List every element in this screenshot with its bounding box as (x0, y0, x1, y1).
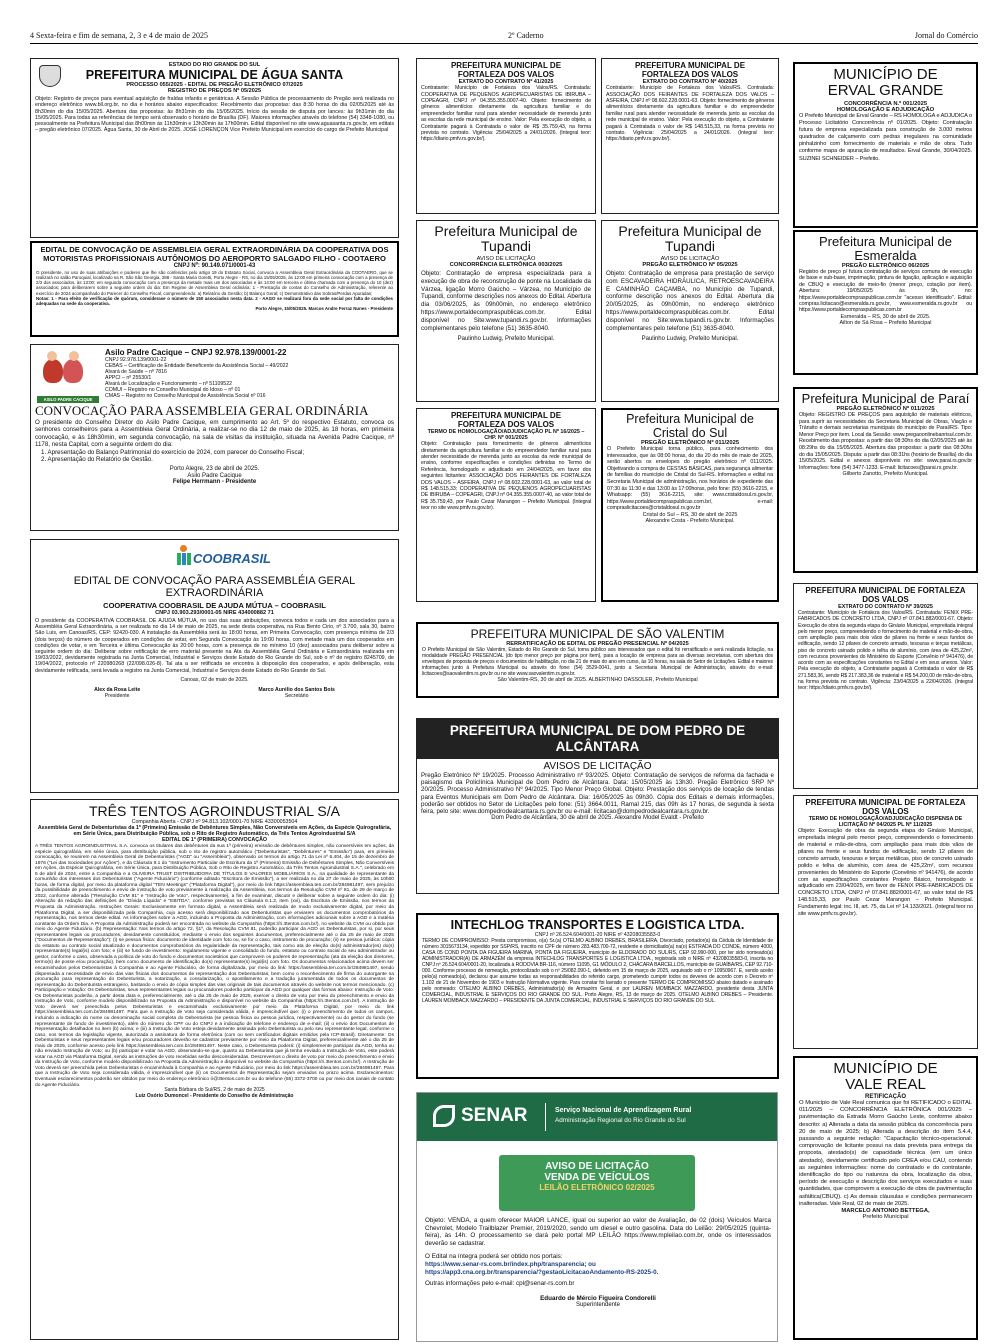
notice-title: CONVOCAÇÃO PARA ASSEMBLEIA GERAL ORDINÁRIA (35, 403, 369, 418)
notice-body: O Prefeito Municipal de São Valentim, Estado do Rio Grande do Sul, torna público aos interessados que o edital foi rerratificado e será realizada licitação, na modalidade PREGÃO PRESENCIAL (do tipo menor preço por página por item), para a locação de empresa para as diversas secretarias, com abertura dos envelopes de proposta de preços e documentos de habilitação, no dia 21 de maio do ano em curso, às 10 horas, na sala do Setor de Licitações. Edital e maiores informações junto à Prefeitura Municipal ou através do fone: (54) 3529-0041, junto a Secretaria Municipal de Administração, através do e-mail: licitacoes@saovalentim.rs.gov.br ou no site www.saovalentim.rs.gov.br. (422, 647, 773, 678)
section-name: 2º Caderno (508, 31, 544, 40)
coobrasil-logo: COOBRASIL (35, 545, 394, 575)
notice-body: Contratante: Município de Fortaleza dos Valos/RS. Contratada: COOPERATIVA DE PEQUENOS AGROPECUARISTAS DE IBIRUBA – COPEAGRI, CNPJ nº 04.355.355.0007-40. Objeto: fornecimento de gêneros alimentícios diretamente da agricultura familiar e do empreendedor familiar rural para atender necessidade de merenda junto as escolas da rede municipal de ensino. Valor: Pela execução do objeto, a Contratante pagará à Contratada o valor de R$ 35.759,43, na forma prevista no contrato. Vigência: 25/04/2025 a 24/01/2026. (Integral teor: https://diario.pmfv.rs.gov.br/). (421, 85, 591, 143)
senar-logo: SENAR (461, 1105, 528, 1126)
notice-subtitle: AVISO DE LICITAÇÃO (476, 256, 536, 262)
senar-banner: AVISO DE LICITAÇÃO VENDA DE VEÍCULOS LEILÃO ELETRÔNICO 02/2025 (499, 1155, 695, 1211)
notice-notes: Notas: 1 - Para efeito de verificação de quórum, considerase o número de 150 associados nesta data. 2 - AAGO se realizará fora da sede social por falta de condições adequadas na sede da cooperativa. (36, 295, 393, 306)
senar-leaf-icon (433, 1105, 455, 1127)
notice-subtitle: RERRATIFICAÇÃO DE EDITAL DE PREGÃO PRESENCIAL Nº 04/2025 (506, 641, 689, 647)
notice-sao-valentim: PREFEITURA MUNICIPAL DE SÃO VALENTIM RERRATIFICAÇÃO DE EDITAL DE PREGÃO PRESENCIAL Nº 04/2025 O Prefeito Municipal de São Valentim, Estado do Rio Grande do Sul, torna público aos interessados que o edital foi rerratificado e será realizada licitação, na modalidade PREGÃO PRESENCIAL (do tipo menor preço por página por item), para a locação de empresa para as diversas secretarias, com abertura dos envelopes de proposta de preços e documentos de habilitação, no dia 21 de maio do ano em curso, às 10 horas, na sala do Setor de Licitações. Edital e maiores informações junto à Prefeitura Municipal ou através do fone: (54) 3529-0041, junto a Secretaria Municipal de Administração, através do e-mail: licitacoes@saovalentim.rs.gov.br ou no site www.saovalentim.rs.gov.br. São Valentim-RS, 30 de abril de 2025. ALBERTINHO DASSOLER, Prefeito Municipal (416, 622, 779, 698)
notice-fortaleza-dispensa (793, 795, 978, 1049)
notice-subtitle: EXTRATO DO CONTRATO Nº 41/2025 (458, 79, 554, 86)
notice-body: Objeto: Registro de preços para eventual aquisição de fraldas infantis e geriátricas. A Sessão Pública de processamento do Pregão será realizada no endereço eletrônico www.bll.org.br, no dia e horários abaixo especificados: Recebimento das propostas: das 8:30 horas do dia 02/05/2025 até às 8h30min do dia 15/05/2025. Abertura das propostas: às 8h31min do dia 15/05/2025. Início da sessão de disputa por lances: às 9h31min do dia 15/05/2025. Para todas as referências de tempo será observado o horário de Brasília (DF). Maiores informações através do telefone (54) 3348-1080, ou pessoalmente na Prefeitura Municipal das 8h00min às 11h30min e 13h30min às 17h00min. Edital disponível no site www.aguasanta.rs.gov.br, em editais – pregão eletrônico 07/2025. Água Santa, 30 de Abril de 2025. JOSÉ LORENÇON Vice Prefeito Municipal em exercício do cargo de Prefeito Municipal (35, 96, 394, 134)
notice-subtitle: AVISO DE LICITAÇÃO (660, 256, 720, 262)
notice-erval-grande (793, 62, 978, 228)
signatures: Alex da Rosa Leite Presidente Marco Aurélio dos Santos Bois Secretário (94, 687, 335, 700)
notice-subtitle-2: REGISTRO DE PREÇOS Nº 05/2025 (167, 88, 262, 95)
notice-subtitle: Companhia Aberta - CNPJ nº 94.813.102/0001-70 NIRE 43300053504 (131, 819, 298, 825)
notice-intechlog (416, 913, 779, 1079)
notice-title: Prefeitura Municipal de Cristal do Sul (626, 412, 754, 440)
notice-dom-pedro: PREFEITURA MUNICIPAL DE DOM PEDRO DE ALCÂNTARA AVISOS DE LICITAÇÃO Pregão Eletrônico Nº 19/2025. Processo Administrativo nº 93/2025. Objeto: Contratação de serviços de reforma da fachada e paisagismo da Policlínica Municipal de Dom Pedro de Alcântara. Data: 15/05/2025 às 13h30. Pregão Eletrônico SRP Nº 20/2025. Processo Administrativo Nº 94/2025. Tipo Menor Preço Global. Objeto: Prestação dos serviços de locação de tendas para Eventos Municipais em Dom Pedro de Alcântara. Dia: 16/05/2025 às 09h30. Cópia dos Editais e demais informações, poderão ser obtidos no Setor de Licitações pelo fone: (51) 3664.0011, Ramal 215, das 09h às 17 horas, de segunda à sexta feira, pelo site: www.dompedrodealcantara.rs.gov.br ou e-mail: licitacao@dompedrodealcantara.rs.gov.br. Dom Pedro de Alcântara, 30 de abril de 2025. Alexandre Model Evaldt - Prefeito (416, 718, 779, 894)
notice-title: INTECHLOG TRANSPORTES E LOGISTICA LTDA. (450, 918, 745, 932)
notice-title: Prefeitura Municipal de Paraí (801, 391, 970, 406)
notice-esmeralda: Prefeitura Municipal de Esmeralda PREGÃO ELETRÔNICO 06/2025 Registro de preço p/ futura contratação de serviços comuns de execução de base e sub-base, imprimação, pintura de ligação, aplicação e aquisição de CBUQ e execução de meio-fio (menor preço, cotação por item). Abertura: 19/05/2025 às 9h, no: https://www.portaldecompraspublicas.com.br "acesso identificado". Edital: compras.licitacao@esmeralda.rs.gov.br, www.esmeralda.rs.gov.br ou https://www.portaldecompraspublicas.com.br Esmeralda – RS, 30 de abril de 2025. Ailton de Sá Rosa – Prefeito Municipal (793, 230, 978, 375)
notice-cnpj: CNPJ Nº: 90.149.071/0001-43 (173, 263, 256, 270)
notice-body: O presidente da COOPERATIVA COOBRASIL DE AJUDA MÚTUA, no uso das suas atribuições, convoca todos e cada um dos associados para a Assembléia Geral Extraordinária, a ser realizada no dia 14 de maio de 2025, na sede desta cooperativa, na Rua Bento Cirio, nº 3.700, sala 30, bairro São Luis, em Canoas/RS, CEP: 92420-030. A instalação da Assembléia será às 18:00 horas, em Primeira Convocação, com presença mínima de 2/3 (dois terços) do número de cooperados em condições de votar, em Segunda Convocação às 19:00 horas, com metade mais um dos cooperados em condições de votar, e em Terceira e última Convocação às 20:00 horas, com a presença de no mínimo 10 (dez) associados para deliberar sobre a seguinte ordem do dia: Deliberar sobre retificação de erro material presente na Ata da Assembléia Geral Ordinária e Extraordinária realizada em 19/03/2022, devidamente registrada na Junta Comercial, Industrial e Serviços deste Estado do Rio Grande do Sul, sob o nº de registro 8245709, de 19/04/2022, protocolo nº 220980268 (22/098.026-8). Tal ata a ser retificada se encontra à disposição dos cooperados, e após deliberação, esta devidamente retificada, será levada a registro na Junta Comercial, Industrial e Serviços deste Estado do Rio Grande do Sul. (35, 618, 394, 674)
notice-signature: Porto Alegre, 15/05/2025. Marcos Andre Ferraz Nunes - Presidente (255, 305, 393, 311)
notice-parai: Prefeitura Municipal de Paraí PREGÃO ELETRÔNICO Nº 011/2025 Objeto: REGISTRO DE PREÇOS para aquisição de materiais elétricos, para suprir as necessidades da Secretaria Municipal de Obras, Viação e Trânsito e demais secretarias municipais do município de Paraí/RS. Tipo: Menor Preço por item. Local da Sessão: www.pregaoonlinebanrisul.com.br. Recebimento das propostas: a partir das 08:30hs do dia 02/05/2025 até às 08:29hs do dia 15/05/2025. Abertura das propostas: a partir das 08:30hs do dia 15/05/2025. Disputa: a partir das 08:31hs (horário de Brasília) do dia 15/05/2025. Edital e anexos disponíveis no site: www.parai.rs.gov.br Informações: fone (54) 3477-1233. E-mail: licitacoes@parai.rs.gov.br. Gilberto Zanotto, Prefeito Municipal. (793, 387, 978, 573)
senar-link-transparencia[interactable]: https://www.senar-rs.com.br/index.php/transparencia; ou (425, 1260, 596, 1268)
notice-body: O Prefeito Municipal de Erval Grande – RS HOMOLOGA e ADJUDICA o Processo Licitatório Concorrência nº 01/2025. Objeto: Contratação futura de empresa especializada para construção de 3.000 metros quadrados de calçamento com pedras irregulares na comunidade pinhalzinho com fornecimento de materiais e mão de obra. Tudo conforme mapa de apuração de resultados. Erval Grande, 30/04/2025. SUZINEI SCHNEIDER – Prefeito. (799, 113, 972, 162)
notice-body: Objeto: Execução de obra da segunda etapa do Ginásio Municipal, empreitada integral pelo menor preço, compreendendo o fornecimento de material e mão-de-obra, com ampliação para mais dois vãos de pilares na frente e seus fundos de edificação, sendo 12 pilares de concreto armado, tesouras e terças metálicas, piso de concreto usinado polido e telha de alumínio, com área de 425,22m², com recursos provenientes do Ministério do Esporte (Convênio nº 941476), de acordo com as especificações constantes Projeto Básico, homologado e adjudicado em 23/04/2025, em favor de FENIX PRE-FABRICADOS DE CONCRETO LTDA, CNPJ nº 07.841.882/0001-67, ao valor total de R$ 148.515,33, por Paulo Cezar Marangon – Prefeito Municipal. Fundamento legal: inc. III, art. 75, da Lei nº 14.133/2021. (Integral teor no site www.pmfv.rs.gov.br). (798, 828, 973, 918)
notice-title: MUNICÍPIO DE VALE REAL (833, 1060, 938, 1093)
notice-subtitle-2: PREGÃO ELETRÔNICO Nº 05/2025 (642, 262, 738, 268)
notice-body: O presidente, no uso de suas atribuições e poderes que lhe são conferidos pelo artigo 19 do Estatuto Social, convoca a Assembleia Geral Extraordinária da COOTAERO, que se realizará no salão Paroquial, localizado na R. São São Georgia, 288 - Santa Maria Goretti, Porto Alegre - RS, no dia 15/05/2025, às 12:00 em primeira convocação com a presença de 2/3 dos associados, às 13:00; em segunda convocação com a presença da metade mais um dos associados e às 14:00 em terceira e última chamada com a presença do 10 (dez) associados; para deliberarem sobre a seguinte ordem do dia: Em Regime de Assembleia Geral ordinária: 1 - Prestação de contas do Conselho de Administração, referente ao exercício de 2024 acompanhado do Parecer do Conselho Fiscal, compreendendo: a) Relatório da Gestão; b) Balanço Geral; c) Demonstrativo das Sobras/Perdas Apuradas; (36, 270, 393, 296)
notice-subtitle: CNPJ nº 26.524.604/0001-20 NIRE nº 43208035583-0 (534, 932, 661, 938)
notice-title: PREFEITURA MUNICIPAL DE FORTALEZA DOS VALOS (634, 61, 746, 79)
notice-body: Objeto: VENDA, a quem oferecer MAIOR LANCE, igual ou superior ao valor de Avaliação, de 02 (dois) Veículos Marca Chevrolet, Modelo Trailblazer Premier, 2019/2020, sendo um diesel e outro gasolina. Data do Leilão: 29/05/2025 (quinta-feira), às 14h. O processamento se dará pelo portal MP LEILÃO https://www.mpleilao.com.br, onde os interessados deverão se cadastrar. (425, 1217, 771, 1247)
notice-asilo: ASILO PADRE CACIQUE Asilo Padre Cacique – CNPJ 92.978.139/0001-22 CNPJ 92.978.139/0001-22 CEBAS – Certificação de Entidade Beneficente da Assistência Social – 49/2022 Alvará de Saúde – nº 7816 APPCI – nº 25530/1 Alvará de Localização e Funcionamento – nº 51109522 COMUI – Registro no Conselho Municipal do Idoso – nº 01 CMAS – Registro no Conselho Municipal de Assistência Social nº 016 CONVOCAÇÃO PARA ASSEMBLEIA GERAL ORDINÁRIA O presidente do Conselho Diretor do Asilo Padre Cacique, em cumprimento ao Art. 5º do respectivo Estatuto, convoca os senhores conselheiros para a Assembleia Geral Ordinária, a realizar-se no dia 12 de maio de 2025, às 18 horas, em primeira convocação, e às 18h30min, em segunda convocação, na sala de visitas da instituição, situada na Avenida Padre Cacique, nº 1178, nesta Capital, com a seguinte ordem do dia: 1. Apresentação do Balanço Patrimonial do exercício de 2024, com parecer do Conselho Fiscal; 2. Apresentação do Relatório de Gestão. Porto Alegre, 23 de abril de 2025. Asilo Padre Cacique Felipe Herrmann - Presidente (30, 344, 399, 531)
notice-body: Contratante: Município de Fortaleza dos Valos/RS. Contratada: FENIX PRE-FABRICADOS DE CONCRETO LTDA, CNPJ nº 07.841.882/0001-67. Objeto: Execução de obra da segunda etapa do Ginásio Municipal, empreitada integral pelo menor preço, compreendendo o fornecimento de material e mão-de-obra, com ampliação para mais dois vãos de pilares na frente e seus fundos de edificação, sendo 12 pilares de concreto armado, tesouras e terças metálicas, piso de concreto usinado polido e telha de alumínio, com área de 425,22m², com recursos provenientes do Ministério do Esporte (Convênio nº 941476), de acordo com as especificações constantes no Edital e em seus anexos. Valor: Pela execução do objeto, a Contratante pagará à Contratada o valor de R$ 271.583,36, sendo R$ 217.383,36 de material e R$ 54.200,00 de mão-de-obra, na forma prevista no contrato. Vigência: 23/04/2025 a 22/04/2026. (Integral teor: https://diario.pmfv.rs.gov.br/). (798, 610, 973, 692)
notice-coobrasil: COOBRASIL EDITAL DE CONVOCAÇÃO PARA ASSEMBLÉIA GERAL EXTRAORDINÁRIA COOPERATIVA COOBRASIL DE AJUDA MÚTUA – COOBRASIL CNPJ 03.903.293/0001-05 NIRE 434000882 71 O presidente da COOPERATIVA COOBRASIL DE AJUDA MÚTUA, no uso das suas atribuições, convoca todos e cada um dos associados para a Assembléia Geral Extraordinária, a ser realizada no dia 14 de maio de 2025, na sede desta cooperativa, na Rua Bento Cirio, nº 3.700, sala 30, bairro São Luis, em Canoas/RS, CEP: 92420-030. A instalação da Assembléia será às 18:00 horas, em Primeira Convocação, com presença mínima de 2/3 (dois terços) do número de cooperados em condições de votar, em Segunda Convocação às 19:00 horas, com metade mais um dos cooperados em condições de votar, e em Terceira e última Convocação às 20:00 horas, com a presença de no mínimo 10 (dez) associados para deliberar sobre a seguinte ordem do dia: Deliberar sobre retificação de erro material presente na Ata da Assembléia Geral Ordinária e Extraordinária realizada em 19/03/2022, devidamente registrada na Junta Comercial, Industrial e Serviços deste Estado do Rio Grande do Sul, sob o nº de registro 8245709, de 19/04/2022, protocolo nº 220980268 (22/098.026-8). Tal ata a ser retificada se encontra à disposição dos cooperados, e após deliberação, esta devidamente retificada, será levada a registro na Junta Comercial, Industrial e Serviços deste Estado do Rio Grande do Sul. Canoas, 02 de maio de 2025. Alex da Rosa Leite Presidente Marco Aurélio dos Santos Bois Secretário (30, 539, 399, 793)
notice-fortaleza-contrato-41 (416, 58, 596, 214)
newspaper-name: Jornal do Comércio (914, 31, 978, 40)
notice-tupandi-concorrencia: Prefeitura Municipal de Tupandi AVISO DE LICITAÇÃO CONCORRÊNCIA ELETRÔNICA 003/2025 Objeto: Contratação de empresa especializada para a execução de obra de reconstrução de ponte na Localidade da Várzea, ligação Morro Gaúcho – Várzea, no Município de Tupandi, conforme descrições nos anexos do Edital. Abertura dia 03/06/2025, às 09h00min, no endereço eletrônico https://www.portaldecompraspublicas.com.br. Edital disponível no Site:www.tupandi.rs.gov.br. Informações complementares pelo telefone (51) 3635-8040. Paulinho Ludwig, Prefeito Municipal. (416, 220, 596, 402)
asilo-logo: ASILO PADRE CACIQUE (37, 349, 99, 405)
coat-of-arms-icon (39, 65, 61, 87)
notice-cristal-do-sul: Prefeitura Municipal de Cristal do Sul PREGÃO ELETRÔNICO Nº 011/2025 O Prefeito Municipal torna público, para conhecimento dos interessados, que às 08:00 horas, do dia 20 do mês de maio de 2025, serão abertos os envelopes do pregão eletrônico nº 011/2025. Objetivando a compra de CESTAS BÁSICAS, para segurança alimentar de famílias do município de Cristal do Sul-RS. Informações e edital na Secretaria Municipal de administração, nos horários de expediente das 07:30 às 11:30 e das 13:00 às 17:00horas, pelo fone: (55) 3616-2215, e Whatsapp: (55) 3616-2215, site: www.cristaldosul.rs.gov.br, https://www.portaldecompraspublicas.com.br/, e-mail: compraslicitacoes@cristaldosul.rs.gov.br Cristal do Sul – RS, 30 de abril de 2025 Alexandre Costa - Prefeito Municipal. (601, 408, 779, 602)
notice-body: Objeto: Contratação para fornecimento de gêneros alimentícios diretamente da agricultura familiar e do empreendedor familiar rural para atender necessidade de merenda junto as escolas da rede municipal de ensino, conforme especificações e condições definidas no Termo de Referência, homologado e adjudicado em 24/04/2025, em favor dos seguintes licitantes: ASSOCIAÇÃO DOS FEIRANTES DE FORTALEZA DOS VALOS – ASFEIRA, CNPJ nº 08.602.228.0001-63, ao valor total de R$ 148.515,33; COOPERATIVA DE PEQUENOS AGROPECUARISTAS DE IBIRUBA – COPEAGRI, CNPJ nº 04.355.355.0007-40, ao valor total de R$ 35.759,43, por Paulo Cezar Marangon – Prefeito Municipal. (Integral teor no site www.pmfv.rs.gov.br). (421, 441, 591, 512)
notice-subtitle: CONCORRÊNCIA N.º 001/2025 (843, 101, 928, 107)
notice-title: Prefeitura Municipal de Tupandi (618, 223, 762, 254)
notice-title: PREFEITURA MUNICIPAL DE SÃO VALENTIM (470, 627, 725, 641)
notice-subtitle-2: HOMOLOGAÇÃO E ADJUDICAÇÃO (836, 107, 935, 113)
notice-body: Objeto: Contratação de empresa para prestação de serviço com ESCAVADEIRA HIDRÁULICA, RETROESCAVADEIRA E CAMINHÃO CAÇAMBA, no Município de Tupandi, conforme descrição nos anexos do Edital. Abertura dia 20/05/2025, às 09h00min, no endereço eletrônico https://www.portaldecompraspublicas.com.br. Edital disponível no Site:www.tupandi.rs.gov.br. Informações complementares pelo telefone (51) 3635-8040. (606, 270, 774, 332)
notice-senar: SENAR Serviço Nacional de Aprendizagem Rural Administração Regional do Rio Grande do Sul AVISO DE LICITAÇÃO VENDA DE VEÍCULOS LEILÃO ELETRÔNICO 02/2025 Objeto: VENDA, a quem oferecer MAIOR LANCE, igual ou superior ao valor de Avaliação, de 02 (dois) Veículos Marca Chevrolet, Modelo Trailblazer Premier, 2019/2020, sendo um diesel e outro gasolina. Data do Leilão: 29/05/2025 (quinta-feira), às 14h. O processamento se dará pelo portal MP LEILÃO https://www.mpleilao.com.br, onde os interessados deverão se cadastrar. O Edital na íntegra poderá ser obtido nos portais: https://www.senar-rs.com.br/index.php/transparencia; ou https://app3.cnа.org.br/transparencia/?gestaoLicitacaoAndamento-RS-2025-0. Outras informações pelo e-mail: cpl@senar-rs.com.br Eduardo de Mércio Figueira Condorelli Superintendente (416, 1092, 778, 1342)
notice-title: EDITAL DE CONVOCAÇÃO DE ASSEMBLEIA GERAL EXTRAORDINÁRIA DA COOPERATIVA DOS MOTORISTAS PROFISSIONAIS AUTÔNOMOS DO AEROPORTO SALGADO FILHO - COOTAERO (40, 245, 389, 263)
notice-subtitle: TERMO DE HOMOLOGAÇÃO/ADJUDICAÇÃO PL Nº 16/2025 – CHP. Nº 001/2025 (427, 429, 585, 442)
notice-title: PREFEITURA MUNICIPAL DE ÁGUA SANTA (85, 68, 344, 82)
notice-title: MUNICÍPIO DE ERVAL GRANDE (827, 66, 944, 99)
notice-tres-tentos: TRÊS TENTOS AGROINDUSTRIAL S/A Companhia Aberta - CNPJ nº 94.813.102/0001-70 NIRE 43300053504 Assembleia Geral de Debenturistas da 1ª (Primeira) Emissão de Debêntures Simples, Não Conversíveis em Ações, da Espécie Quirografária, em Série Única, para Distribuição Pública, sob o Rito de Registro Automático, da Três Tentos Agroindustrial S/A EDITAL DE 1ª (PRIMEIRA) CONVOCAÇÃO A TRÊS TENTOS AGROINDUSTRIAL S.A. convoca os titulares das debêntures da sua 1ª (primeira) emissão de debêntures simples, não conversíveis em ações, da espécie quirografária, em série única, para distribuição pública, sob o rito de registro automático ("Debenturistas", "Debêntures" e "Emissão") para, em primeira convocação, se reunirem na Assembleia Geral de Debenturistas ("AGD" ou "Assembleia"), observado os termos do artigo 71 da Lei nº 6.404, de 15 de dezembro de 1976 ("Lei das Sociedades por Ações"), e da Cláusula 9.1 do "Instrumento Particular de Escritura da 1ª (Primeira) Emissão de Debêntures Simples, Não Conversíveis em Ações, da Espécie Quirografária, em Série Única, para Distribuição Pública, Sob o Rito de Registro Automático, da Três Tentos Agroindustrial S.A.", celebrado em 5 de abril de 2024, entre a Companhia e a OLIVEIRA TRUST DISTRIBUIDORA DE TÍTULOS E VALORES MOBILIÁRIOS S.A., na qualidade de representante da comunhão dos interesses dos Debenturistas ("Agente Fiduciário") (conforme aditado "Escritura de Emissão"), a ser realizada no dia 27 de maio de 2025, às 10h00 horas, de forma digital, por meio da plataforma digital "TEN Meetings" ("Plataforma Digital"), por meio do link https://assembleia.ten.com.br/284981497, sem prejuízo da possibilidade de preenchimento e envio de instrução de voto previamente à realização da Assembleia, nos termos da Resolução CVM nº 81, de 29 de março de 2022, conforme alterada ("Resolução CVM 81" e "Instrução de Voto", respectivamente), a fim de examinar, discutir e deliberar sobre a seguinte ordem do dia: (i) Alteração da redação das definições de "Dívida Líquida" e "EBITDA", conforme previstas na Cláusula 6.1.2, item (xvi), da Escritura de Emissão, nos termos da Proposta da Administração. Instruções Gerais: Exclusivamente em formato digital, a Assembleia será realizada de modo exclusivamente digital, por meio da Plataforma Digital, a ser disponibilizada pela Companhia, cujo acesso será disponibilizado aos Debenturistas que enviarem os documentos comprobatórios da representação, nos termos deste edital. As informações sobre a AGD, incluindo a Proposta da Administração, com informações adicionais sobre a AGD e a matéria constante da Ordem Dia. A Proposta da Administração poderá ser encontrada no website da Companhia (https://ri.3tentos.com.br/), no website da CVM ou obtido por meio do Agente Fiduciário. (b) Representação: Nos termos do artigo 72, §1º, da Resolução CVM 81, poderão participar da AGD os Debenturistas, por si, por seus representantes legais ou procuradores, devidamente constituídos, mediante o envio dos seguintes documentos, preferencialmente até o dia 25 de maio de 2025 ("Documentos de Representação"): (i) se pessoa física: documento de identidade com foto ou, se for o caso, instrumento de procuração; (ii) se pessoa jurídica: cópia do estatuto ou contrato social atualizado e documentos comprobatórios da regularidade da representação, tais como ata de eleição do(s) administrador(es) do(s) representante(s) legal(is) com foto; e (iii) se fundo de investimento: regulamento vigente e consolidado do fundo, estatuto ou contrato social do seu administrador ou gestor, conforme o caso, observada a política de voto do fundo e documentos societários que comprovem os poderes de representação (ata da eleição dos diretores, termo(s) de posse e/ou procuração), bem como documento de identificação do(s) representante(s) legal(is) com foto. Os documentos relacionados acima devem ser encaminhados pelos Debenturistas à Companhia e ao Agente Fiduciário, de forma digitalizada, por meio do link: https://assembleia.ten.com.br/284981497, sendo dispensada a necessidade de envio das vias físicas dos documentos de representação dos Debenturistas, bem como o reconhecimento de firma do outorgante na procuração para representação do Debenturista, a notarização, a consularização, o apostilamento e a tradução juramentada de todos os documentos de representação do Debenturista estrangeiro, bastando o envio de cópia simples das vias originais de tais documentos através do website nos termos mencionado. (c) Participação e Votação: Os Debenturistas, seus representantes legais ou procuradores poderão participar da AGD por qualquer das formas abaixo: Instrução de Voto: Os Debenturistas poderão, a partir desta data e, preferencialmente, até o dia 25 de maio de 2025, exercer o direito de voto por meio do preenchimento e envio da Instrução de Voto, conforme modelo disponibilizado na Proposta da Administração e disponível no website da Companhia (https://ri.3tentos.com.br/). A Instrução de Voto deverá ser preenchida pelos Debenturistas e encaminhada exclusivamente por meio da Plataforma Digital, por meio do link https://assembleia.ten.com.br/284981497. Para que a Instrução de Voto seja considerada válida, é imprescindível que: (i) o preenchimento de todos os campos, incluindo a indicação do nome ou denominação social completa do Debenturista (se pessoa física ou pessoa jurídica, respectivamente) ou do gestor do fundo (se representante de fundo de investimento), além do número do CPF ou do CNPJ e a indicação de telefone e endereço de e-mail; (ii) o envio dos Documentos de Representação detalhados no item (b) acima; e (iii) a Instrução de Voto esteja devidamente assinada pelo Debenturista ou pelo seu representante legal, conforme o caso, nos termos da legislação vigente, autorizada a assinatura de forma eletrônica (com ou sem certificados digitais emitidos pela ICP-Brasil). Diretamente: Os Debenturistas e seus representantes legais e/ou procuradores deverão se cadastrar previamente por meio da Plataforma Digital, preferencialmente até o dia 25 de maio de 2025, conforme acesso pelo link https://assembleia.ten.com.br/284981497. Neste caso, o Debenturista poderá: (i) simplesmente participar da AGD, tenha ou não enviado Instrução de Voto; ou (b) participar e votar na AGD, observando-se que, quanto ao Debenturista que já tenha enviado a Instrução de Voto, este poderá votar na AGD via Plataforma Digital, sendo as instruções de voto recebidas serão desconsideradas. Descrevemos o direito de voto por meio do preenchimento e envio da Instrução de Voto, conforme modelo disponibilizado na Proposta da Administração e disponível no website da Companhia (https://ri.3tentos.com.br/). A Instrução de Voto deverá ser preenchida pelos Debenturistas e encaminhada à Companhia e ao Agente Fiduciário, por meio do link https://assembleia.ten.com.br/284981497. Para que a Instrução de Voto seja considerada válida, é imprescindível que (ii) os Documentos de Representação sejam enviados no prazo acima. Esclarecimentos: Eventuais esclarecimentos poderão ser obtidos por meio do endereço eletrônico ri@3tentos.com.br ou do telefone (55) 3372-3700 ou por meio dos canais de contato do Agente Fiduciário. Santa Bárbara do Sul/RS, 2 de maio de 2025 Luiz Osório Dumoncel - Presidente do Conselho de Administração (30, 799, 399, 1340)
notice-title: PREFEITURA MUNICIPAL DE FORTALEZA DOS VALOS (450, 61, 562, 79)
asilo-registrations: CNPJ 92.978.139/0001-22 CEBAS – Certificação de Entidade Beneficente da Assistência Social – 49/2022 Alvará de Saúde – nº 7816 APPCI – nº 25530/1 Alvará de Localização e Funcionamento – nº 51109522 COMUI – Registro no Conselho Municipal do Idoso – nº 01 CMAS – Registro no Conselho Municipal de Assistência Social nº 016 (105, 357, 289, 399)
notice-subtitle: AVISOS DE LICITAÇÃO (543, 761, 652, 772)
notice-body: Contratante: Município de Fortaleza dos Valos/RS. Contratada: ASSOCIAÇÃO DOS FEIRANTES DE FORTALEZA DOS VALOS – ASFEIRA, CNPJ nº 08.602.228.0001-63. Objeto: fornecimento de gêneros alimentícios diretamente da agricultura familiar e do empreendedor familiar rural para atender necessidade de merenda junto as escolas da rede municipal de ensino. Valor: Pela execução do objeto, a Contratante pagará à Contratada o valor de R$ 148.515,33, na forma prevista no contrato. Vigência: 25/04/2025 a 24/01/2026. (Integral teor: https://diario.pmfv.rs.gov.br/). (606, 85, 774, 143)
notice-title: PREFEITURA MUNICIPAL DE FORTALEZA DOS VALOS (805, 586, 966, 604)
notice-title: PREFEITURA MUNICIPAL DE FORTALEZA DOS VALOS (805, 798, 966, 816)
notice-body: Objeto: REGISTRO DE PREÇOS para aquisição de materiais elétricos, para suprir as necessidades da Secretaria Municipal de Obras, Viação e Trânsito e demais secretarias municipais do município de Paraí/RS. Tipo: Menor Preço por item. Local da Sessão: www.pregaoonlinebanrisul.com.br. Recebimento das propostas: a partir das 08:30hs do dia 02/05/2025 até às 08:29hs do dia 15/05/2025. Abertura das propostas: a partir das 08:30hs do dia 15/05/2025. Disputa: a partir das 08:31hs (horário de Brasília) do dia 15/05/2025. Edital e anexos disponíveis no site: www.parai.rs.gov.br Informações: fone (54) 3477-1233. E-mail: licitacoes@parai.rs.gov.br. (799, 412, 972, 471)
senar-header: SENAR Serviço Nacional de Aprendizagem Rural Administração Regional do Rio Grande do Sul (417, 1093, 777, 1141)
notice-subtitle: EXTRATO DO CONTRATO Nº 40/2025 (642, 79, 738, 86)
notice-title: Prefeitura Municipal de Tupandi (434, 223, 578, 254)
notice-fortaleza-contrato-39 (793, 583, 978, 789)
notice-subtitle: TERMO DE HOMOLOGAÇÃO/ADJUDICAÇÃO DISPENSA DE LICITAÇÃO Nº 04/2025 PL Nº 11/2025 (808, 816, 963, 829)
notice-body: O presidente do Conselho Diretor do Asilo Padre Cacique, em cumprimento ao Art. 5º do respectivo Estatuto, convoca os senhores conselheiros para a Assembleia Geral Ordinária, a realizar-se no dia 12 de maio de 2025, às 18 horas, em primeira convocação, e às 18h30min, em segunda convocação, na sala de visitas da instituição, situada na Avenida Padre Cacique, nº 1178, nesta Capital, com a seguinte ordem do dia: (35, 419, 394, 449)
notice-body: Objeto: Contratação de empresa especializada para a execução de obra de reconstrução de ponte na Localidade da Várzea, ligação Morro Gaúcho – Várzea, no Município de Tupandi, conforme descrições nos anexos do Edital. Abertura dia 03/06/2025, às 09h00min, no endereço eletrônico https://www.portaldecompraspublicas.com.br. Edital disponível no Site:www.tupandi.rs.gov.br. Informações complementares pelo telefone (51) 3635-8040. (421, 270, 591, 332)
agenda-list: 1. Apresentação do Balanço Patrimonial do exercício de 2024, com parecer do Conselho Fiscal; 2. Apresentação do Relatório de Gestão. (41, 448, 305, 464)
notice-title: Prefeitura Municipal de Esmeralda (819, 234, 952, 263)
notice-body: TERMO DE COMPROMISSO: Presta compromisso, o(a) Sr.(a) OTELMO ALBINO DREBES, BRASILEIRA, Divorciado, portador(a) da Cédula de Identidade de número 3015673134, expedido por SSP/RS, inscrito no CPF de número 283.483.700-72, residente e domiciliado(a) na(o) ESTRADA DO CONDE, número 4000, CASA 05 COND PONTA DA FIGUEIRA MARINA, PONTA DA FIGUEIRA, município de ELDORADO DO SUL/RS, CEP 92.990-000, por ter sido nomeado(a) ADMINISTRADOR(A) DE ARMAZÉM da empresa INTECHLOG TRANSPORTES E LOGISTICA LTDA., registrada sob o NIRE nº 43208035583-0, inscrita no CNPJ nº 26.524.604/0001-20, localizada à RODOVIA BR-116, número 11095, G1 MÓDULO 2, CHÁCARA BARCELLOS, município de GUAÍBA/RS, CEP 92.710-000. Conforme processo de nomeação, protocolizado sob o nº 25/082.090-1, deferido em 15 de março de 2025, arquivado sob o nº 10950967. E, sendo aceito pelo(a) nomeado(a), declarou que assume todas as responsabilidades do referido cargo, prometendo cumprir todos os deveres de acordo com o Decreto nº 1.102 de 21 de Novembro de 1903 e Instrução Normativa vigente. Para constar foi lavrado o presente TERMO DE COMPROMISSO abaixo datado e assinado pelo nomeado: OTELMO ALBINO DREBES, Administrador(a) de Armazém Geral, e por LAUREN MOMBACK MAZZARDO, presidente desta JUNTA COMERCIAL, INDUSTRIAL E SERVIÇOS DO RIO GRANDE DO SUL. Porto Alegre, RS, 13 de março de 2025. OTELMO ALBINO DREBES – Presidente. LAUREN MOMBACK MAZZARDO – PRESIDENTE DA JUNTA COMERCIAL, INDUSTRIAL E SERVIÇOS DO RIO GRANDE DO SUL. (422, 938, 773, 1004)
notice-subtitle: COOPERATIVA COOBRASIL DE AJUDA MÚTUA – COOBRASIL (103, 601, 326, 610)
notice-fortaleza-homologacao (416, 408, 596, 602)
notice-body: O Município de Vale Real comunica que foi RETIFICADO o EDITAL 011/2025 – CONCORRÊNCIA ELETRÔNICA 001/2025 – pavimentação da Estrada Morro Gaúcho Leste, conforme abaixo descrito: a) Alterada a data da sessão pública da concorrência para 20 de maio de 2025; b) Alterada a descrição do item 5.4.4, passando a seguinte redação: "Capacitação técnico-operacional: comprovação de licitante possui na data prevista para entrega da proposta, atestado(s) de capacidade técnica (em um único atestado), devidamente certificado pelo CREA e/ou CAU, contendo as seguintes informações: nome do contratado e do contratante, identificação do tipo ou natureza da obra, localização da obra, período de execução e descrição dos serviços executados e suas quantidades, que comprovem a execução de obra de pavimentação asfáltica(CBUQ). c) As demais cláusulas e condições permanecem inalteradas. Vale Real, 02 de maio de 2025. (799, 1100, 972, 1207)
notice-subtitle-2: CONCORRÊNCIA ELETRÔNICA 003/2025 (449, 262, 563, 268)
notice-title: TRÊS TENTOS AGROINDUSTRIAL S/A (88, 803, 340, 819)
coobrasil-mark-icon (177, 545, 191, 565)
notice-title: EDITAL DE CONVOCAÇÃO PARA ASSEMBLÉIA GERAL EXTRAORDINÁRIA (73, 575, 356, 599)
notice-body: Pregão Eletrônico Nº 19/2025. Processo Administrativo nº 93/2025. Objeto: Contratação de serviços de reforma da fachada e paisagismo da Policlínica Municipal de Dom Pedro de Alcântara. Data: 15/05/2025 às 13h30. Pregão Eletrônico SRP Nº 20/2025. Processo Administrativo Nº 94/2025. Tipo Menor Preço Global. Objeto: Prestação dos serviços de locação de tendas para Eventos Municipais em Dom Pedro de Alcântara. Dia: 16/05/2025 às 09h30. Cópia dos Editais e demais informações, poderão ser obtidos no Setor de Licitações pelo fone: (51) 3664.0011, Ramal 215, das 09h às 17 horas, de segunda à sexta feira, pelo site: www.dompedrodealcantara.rs.gov.br ou e-mail: licitacao@dompedrodealcantara.rs.gov.br. (421, 772, 774, 816)
notice-agua-santa (30, 58, 399, 238)
notice-body: O Prefeito Municipal torna público, para conhecimento dos interessados, que às 08:00 horas, do dia 20 do mês de maio de 2025, serão abertos os envelopes do pregão eletrônico nº 011/2025. Objetivando a compra de CESTAS BÁSICAS, para segurança alimentar de famílias do município de Cristal do Sul-RS. Informações e edital na Secretaria Municipal de administração, nos horários de expediente das 07:30 às 11:30 e das 13:00 às 17:00horas, pelo fone: (55) 3616-2215, e Whatsapp: (55) 3616-2215, site: www.cristaldosul.rs.gov.br, https://www.portaldecompraspublicas.com.br/, e-mail: compraslicitacoes@cristaldosul.rs.gov.br (607, 446, 773, 512)
notice-subtitle: EXTRATO DO CONTRATO Nº 39/2025 (838, 604, 933, 611)
notice-fortaleza-contrato-40 (601, 58, 779, 214)
page-header (30, 30, 978, 44)
state-label: ESTADO DO RIO GRANDE DO SUL (168, 62, 261, 68)
notice-subtitle: PREGÃO ELETRÔNICO Nº 011/2025 (836, 406, 935, 412)
notice-subtitle: PROCESSO 055/2025 - EDITAL DE PREGÃO ELETRÔNICO 07/2025 (126, 82, 303, 89)
notice-ids: CNPJ 03.903.293/0001-05 NIRE 434000882 71 (155, 610, 274, 616)
notice-head: Asilo Padre Cacique – CNPJ 92.978.139/0001-22 (105, 348, 287, 357)
notice-tupandi-pregao: Prefeitura Municipal de Tupandi AVISO DE LICITAÇÃO PREGÃO ELETRÔNICO Nº 05/2025 Objeto: Contratação de empresa para prestação de serviço com ESCAVADEIRA HIDRÁULICA, RETROESCAVADEIRA E CAMINHÃO CAÇAMBA, no Município de Tupandi, conforme descrição nos anexos do Edital. Abertura dia 20/05/2025, às 09h00min, no endereço eletrônico https://www.portaldecompraspublicas.com.br. Edital disponível no Site:www.tupandi.rs.gov.br. Informações complementares pelo telefone (51) 3635-8040. Paulinho Ludwig, Prefeito Municipal. (601, 220, 779, 402)
notice-subtitle: PREGÃO ELETRÔNICO 06/2025 (841, 263, 930, 269)
notice-head-2: EDITAL DE 1ª (PRIMEIRA) CONVOCAÇÃO (161, 837, 268, 843)
notice-body: A TRÊS TENTOS AGROINDUSTRIAL S.A. convoca os titulares das debêntures da sua 1ª (primeira) emissão de debêntures simples, não conversíveis em ações, da espécie quirografária, em série única, para distribuição pública, sob o rito de registro automático ("Debenturistas", "Debêntures" e "Emissão") para, em primeira convocação, se reunirem na Assembleia Geral de Debenturistas ("AGD" ou "Assembleia"), observado os termos do artigo 71 da Lei nº 6.404, de 15 de dezembro de 1976 ("Lei das Sociedades por Ações"), e da Cláusula 9.1 do "Instrumento Particular de Escritura da 1ª (Primeira) Emissão de Debêntures Simples, Não Conversíveis em Ações, da Espécie Quirografária, em Série Única, para Distribuição Pública, Sob o Rito de Registro Automático, da Três Tentos Agroindustrial S.A.", celebrado em 5 de abril de 2024, entre a Companhia e a OLIVEIRA TRUST DISTRIBUIDORA DE TÍTULOS E VALORES MOBILIÁRIOS S.A., na qualidade de representante da comunhão dos interesses dos Debenturistas ("Agente Fiduciário") (conforme aditado "Escritura de Emissão"), a ser realizada no dia 27 de maio de 2025, às 10h00 horas, de forma digital, por meio da plataforma digital "TEN Meetings" ("Plataforma Digital"), por meio do link https://assembleia.ten.com.br/284981497, sem prejuízo da possibilidade de preenchimento e envio de instrução de voto previamente à realização da Assembleia, nos termos da Resolução CVM nº 81, de 29 de março de 2022, conforme alterada ("Resolução CVM 81" e "Instrução de Voto", respectivamente), a fim de examinar, discutir e deliberar sobre a seguinte ordem do dia: (i) Alteração da redação das definições de "Dívida Líquida" e "EBITDA", conforme previstas na Cláusula 6.1.2, item (xvi), da Escritura de Emissão, nos termos da Proposta da Administração. Instruções Gerais: Exclusivamente em formato digital, a Assembleia será realizada de modo exclusivamente digital, por meio da Plataforma Digital, a ser disponibilizada pela Companhia, cujo acesso será disponibilizado aos Debenturistas que enviarem os documentos comprobatórios da representação, nos termos deste edital. As informações sobre a AGD, incluindo a Proposta da Administração, com informações adicionais sobre a AGD e a matéria constante da Ordem Dia. A Proposta da Administração poderá ser encontrada no website da Companhia (https://ri.3tentos.com.br/), no website da CVM ou obtido por meio do Agente Fiduciário. (b) Representação: Nos termos do artigo 72, §1º, da Resolução CVM 81, poderão participar da AGD os Debenturistas, por si, por seus representantes legais ou procuradores, devidamente constituídos, mediante o envio dos seguintes documentos, preferencialmente até o dia 25 de maio de 2025 ("Documentos de Representação"): (i) se pessoa física: documento de identidade com foto ou, se for o caso, instrumento de procuração; (ii) se pessoa jurídica: cópia do estatuto ou contrato social atualizado e documentos comprobatórios da regularidade da representação, tais como ata de eleição do(s) administrador(es) do(s) representante(s) legal(is) com foto; e (iii) se fundo de investimento: regulamento vigente e consolidado do fundo, estatuto ou contrato social do seu administrador ou gestor, conforme o caso, observada a política de voto do fundo e documentos societários que comprovem os poderes de representação (ata da eleição dos diretores, termo(s) de posse e/ou procuração), bem como documento de identificação do(s) representante(s) legal(is) com foto. Os documentos relacionados acima devem ser encaminhados pelos Debenturistas à Companhia e ao Agente Fiduciário, de forma digitalizada, por meio do link: https://assembleia.ten.com.br/284981497, sendo dispensada a necessidade de envio das vias físicas dos documentos de representação dos Debenturistas, bem como o reconhecimento de firma do outorgante na procuração para representação do Debenturista, a notarização, a consularização, o apostilamento e a tradução juramentada de todos os documentos de representação do Debenturista estrangeiro, bastando o envio de cópia simples das vias originais de tais documentos através do website nos termos mencionado. (c) Participação e Votação: Os Debenturistas, seus representantes legais ou procuradores poderão participar da AGD por qualquer das formas abaixo: Instrução de Voto: Os Debenturistas poderão, a partir desta data e, preferencialmente, até o dia 25 de maio de 2025, exercer o direito de voto por meio do preenchimento e envio da Instrução de Voto, conforme modelo disponibilizado na Proposta da Administração e disponível no website da Companhia (https://ri.3tentos.com.br/). A Instrução de Voto deverá ser preenchida pelos Debenturistas e encaminhada exclusivamente por meio da Plataforma Digital, por meio do link https://assembleia.ten.com.br/284981497. Para que a Instrução de Voto seja considerada válida, é imprescindível que: (i) o preenchimento de todos os campos, incluindo a indicação do nome ou denominação social completa do Debenturista (se pessoa física ou pessoa jurídica, respectivamente) ou do gestor do fundo (se representante de fundo de investimento), além do número do CPF ou do CNPJ e a indicação de telefone e endereço de e-mail; (ii) o envio dos Documentos de Representação detalhados no item (b) acima; e (iii) a Instrução de Voto esteja devidamente assinada pelo Debenturista ou pelo seu representante legal, conforme o caso, nos termos da legislação vigente, autorizada a assinatura de forma eletrônica (com ou sem certificados digitais emitidos pela ICP-Brasil). Diretamente: Os Debenturistas e seus representantes legais e/ou procuradores deverão se cadastrar previamente por meio da Plataforma Digital, preferencialmente até o dia 25 de maio de 2025, conforme acesso pelo link https://assembleia.ten.com.br/284981497. Neste caso, o Debenturista poderá: (i) simplesmente participar da AGD, tenha ou não enviado Instrução de Voto; ou (b) participar e votar na AGD, observando-se que, quanto ao Debenturista que já tenha enviado a Instrução de Voto, este poderá votar na AGD via Plataforma Digital, sendo as instruções de voto recebidas serão desconsideradas. Descrevemos o direito de voto por meio do preenchimento e envio da Instrução de Voto, conforme modelo disponibilizado na Proposta da Administração e disponível no website da Companhia (https://ri.3tentos.com.br/). A Instrução de Voto deverá ser preenchida pelos Debenturistas e encaminhada à Companhia e ao Agente Fiduciário, por meio do link https://assembleia.ten.com.br/284981497. Para que a Instrução de Voto seja considerada válida, é imprescindível que (ii) os Documentos de Representação sejam enviados no prazo acima. Esclarecimentos: Eventuais esclarecimentos poderão ser obtidos por meio do endereço eletrônico ri@3tentos.com.br ou do telefone (55) 3372-3700 ou por meio dos canais de contato do Agente Fiduciário. (35, 844, 394, 1088)
notice-subtitle: PREGÃO ELETRÔNICO Nº 011/2025 (640, 440, 740, 446)
notice-title: PREFEITURA MUNICIPAL DE FORTALEZA DOS VALOS (450, 411, 562, 429)
senar-link-cna[interactable]: https://app3.cnа.org.br/transparencia/?gestaoLicitacaoAndamento-RS-2025-0. (425, 1268, 659, 1276)
notice-cootaero (30, 241, 399, 337)
notice-vale-real: MUNICÍPIO DE VALE REAL RETIFICAÇÃO O Município de Vale Real comunica que foi RETIFICADO o EDITAL 011/2025 – CONCORRÊNCIA ELETRÔNICA 001/2025 – pavimentação da Estrada Morro Gaúcho Leste, conforme abaixo descrito: a) Alterada a data da sessão pública da concorrência para 20 de maio de 2025; b) Alterada a descrição do item 5.4.4, passando a seguinte redação: "Capacitação técnico-operacional: comprovação de licitante possui na data prevista para entrega da proposta, atestado(s) de capacidade técnica (em um único atestado), devidamente certificado pelo CREA e/ou CAU, contendo as seguintes informações: nome do contratado e do contratante, identificação do tipo ou natureza da obra, localização da obra, período de execução e descrição dos serviços executados e suas quantidades, que comprovem a execução de obra de pavimentação asfáltica(CBUQ). c) As demais cláusulas e condições permanecem inalteradas. Vale Real, 02 de maio de 2025. MARCELO ANTONIO BETTEGA, Prefeito Municipal (793, 1056, 978, 1340)
notice-title: PREFEITURA MUNICIPAL DE DOM PEDRO DE ALCÂNTARA (417, 719, 778, 759)
notice-subtitle: RETIFICAÇÃO (865, 1094, 906, 1100)
notice-body: Registro de preço p/ futura contratação de serviços comuns de execução de base e sub-base, imprimação, pintura de ligação, aplicação e aquisição de CBUQ e execução de meio-fio (menor preço, cotação por item). Abertura: 19/05/2025 às 9h, no: https://www.portaldecompraspublicas.com.br "acesso identificado". Edital: compras.licitacao@esmeralda.rs.gov.br, www.esmeralda.rs.gov.br ou https://www.portaldecompraspublicas.com.br (799, 269, 972, 314)
notice-head: Assembleia Geral de Debenturistas da 1ª (Primeira) Emissão de Debêntures Simples, Não Conversíveis em Ações, da Espécie Quirografária, em Série Única, para Distribuição Pública, sob o Rito de Registro Automático, da Três Tentos Agroindustrial S/A (37, 825, 392, 837)
page-date: 4 Sexta-feira e fim de semana, 2, 3 e 4 de maio de 2025 (30, 31, 208, 40)
